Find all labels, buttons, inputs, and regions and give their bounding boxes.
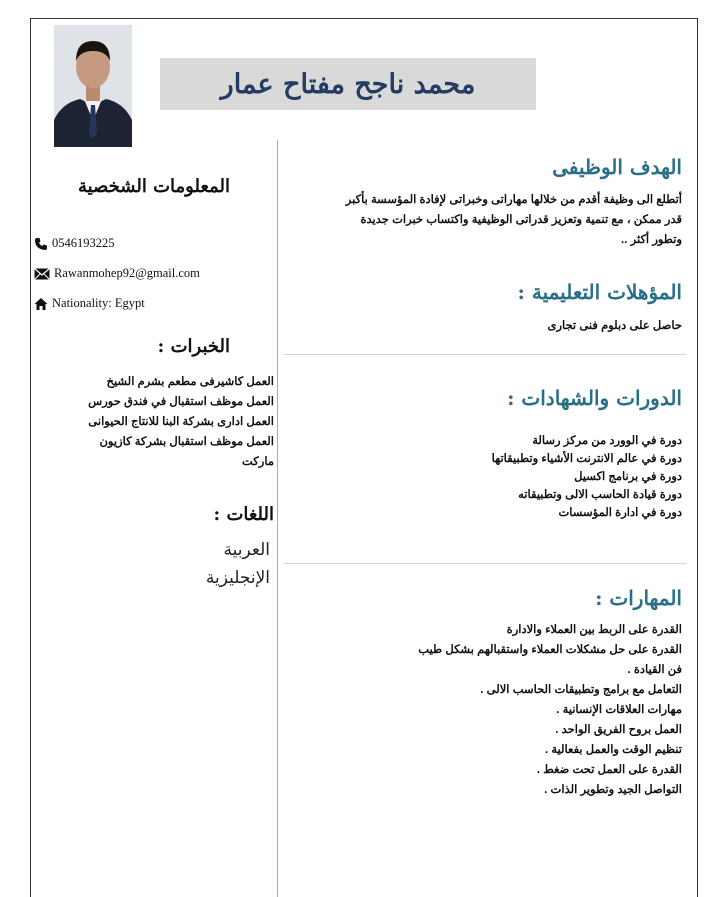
list-item: القدرة على الربط بين العملاء والادارة xyxy=(506,624,682,636)
email-address: Rawanmohep92@gmail.com xyxy=(54,266,200,280)
skills-list xyxy=(290,620,682,800)
experience-title: الخبرات : xyxy=(157,336,230,357)
full-name: محمد ناجح مفتاح عمار xyxy=(220,68,476,100)
nationality-text: Nationality: Egypt xyxy=(52,296,145,310)
list-item: مهارات العلاقات الإنسانية . xyxy=(556,704,682,716)
list-item: التعامل مع برامج وتطبيقات الحاسب الالى . xyxy=(480,684,682,696)
phone-row xyxy=(34,236,115,251)
education-title: المؤهلات التعليمية : xyxy=(517,280,682,304)
list-item: فن القيادة . xyxy=(627,664,682,676)
list-item: دورة في ادارة المؤسسات xyxy=(558,507,682,519)
courses-title: الدورات والشهادات : xyxy=(507,386,682,410)
page-frame-top xyxy=(30,18,697,19)
section-divider xyxy=(284,354,686,355)
paragraph-line: أتطلع الى وظيفة أقدم من خلالها مهاراتى وخبراتى لإفادة المؤسسة بأكبر xyxy=(345,194,682,206)
column-divider xyxy=(277,140,278,897)
list-item: العمل بروح الفريق الواحد . xyxy=(555,724,682,736)
objective-title: الهدف الوظيفى xyxy=(552,155,682,179)
experience-list xyxy=(34,372,274,472)
list-item: القدرة على العمل تحت ضغط . xyxy=(536,764,682,776)
profile-photo xyxy=(54,25,132,147)
education-text: حاصل على دبلوم فنى تجارى xyxy=(547,320,682,332)
name-banner xyxy=(160,58,536,110)
page-frame-right xyxy=(697,18,698,897)
list-item: العربية xyxy=(223,540,270,560)
list-item: العمل ادارى بشركة البنا للانتاج الحيوانى xyxy=(88,416,274,428)
courses-list xyxy=(290,432,682,522)
languages-title: اللغات : xyxy=(213,504,274,525)
paragraph-line: وتطور أكثر .. xyxy=(621,234,682,246)
phone-number: 0546193225 xyxy=(52,236,115,250)
list-item: القدرة على حل مشكلات العملاء واستقبالهم بشكل طيب xyxy=(418,644,682,656)
list-item: العمل كاشيرفى مطعم بشرم الشيخ xyxy=(106,376,274,388)
skills-title: المهارات : xyxy=(595,586,682,610)
personal-info-title: المعلومات الشخصية xyxy=(77,176,230,197)
list-item: تنظيم الوقت والعمل بفعالية . xyxy=(544,744,682,756)
page-frame-left xyxy=(30,18,31,897)
list-item: دورة في الوورد من مركز رسالة xyxy=(532,435,682,447)
home-icon xyxy=(34,297,48,311)
phone-icon xyxy=(34,237,48,251)
list-item: دورة في برنامج اكسيل xyxy=(574,471,682,483)
email-row xyxy=(34,266,200,281)
list-item: دورة في عالم الانترنت الأشياء وتطبيقاتها xyxy=(491,453,682,465)
objective-text xyxy=(282,190,682,250)
paragraph-line: قدر ممكن ، مع تنمية وتعزيز قدراتى الوظيفية واكتساب خبرات جديدة xyxy=(360,214,682,226)
list-item: الإنجليزية xyxy=(205,568,270,588)
list-item: العمل موظف استقبال بشركة كازيون xyxy=(99,436,274,448)
list-item: ماركت xyxy=(242,456,274,468)
list-item: العمل موظف استقبال في فندق حورس xyxy=(88,396,274,408)
list-item: التواصل الجيد وتطوير الذات . xyxy=(544,784,682,796)
languages-list xyxy=(34,536,270,592)
envelope-icon xyxy=(34,268,50,280)
section-divider xyxy=(284,563,686,564)
list-item: دورة قيادة الحاسب الالى وتطبيقاته xyxy=(518,489,682,501)
nationality-row xyxy=(34,296,145,311)
